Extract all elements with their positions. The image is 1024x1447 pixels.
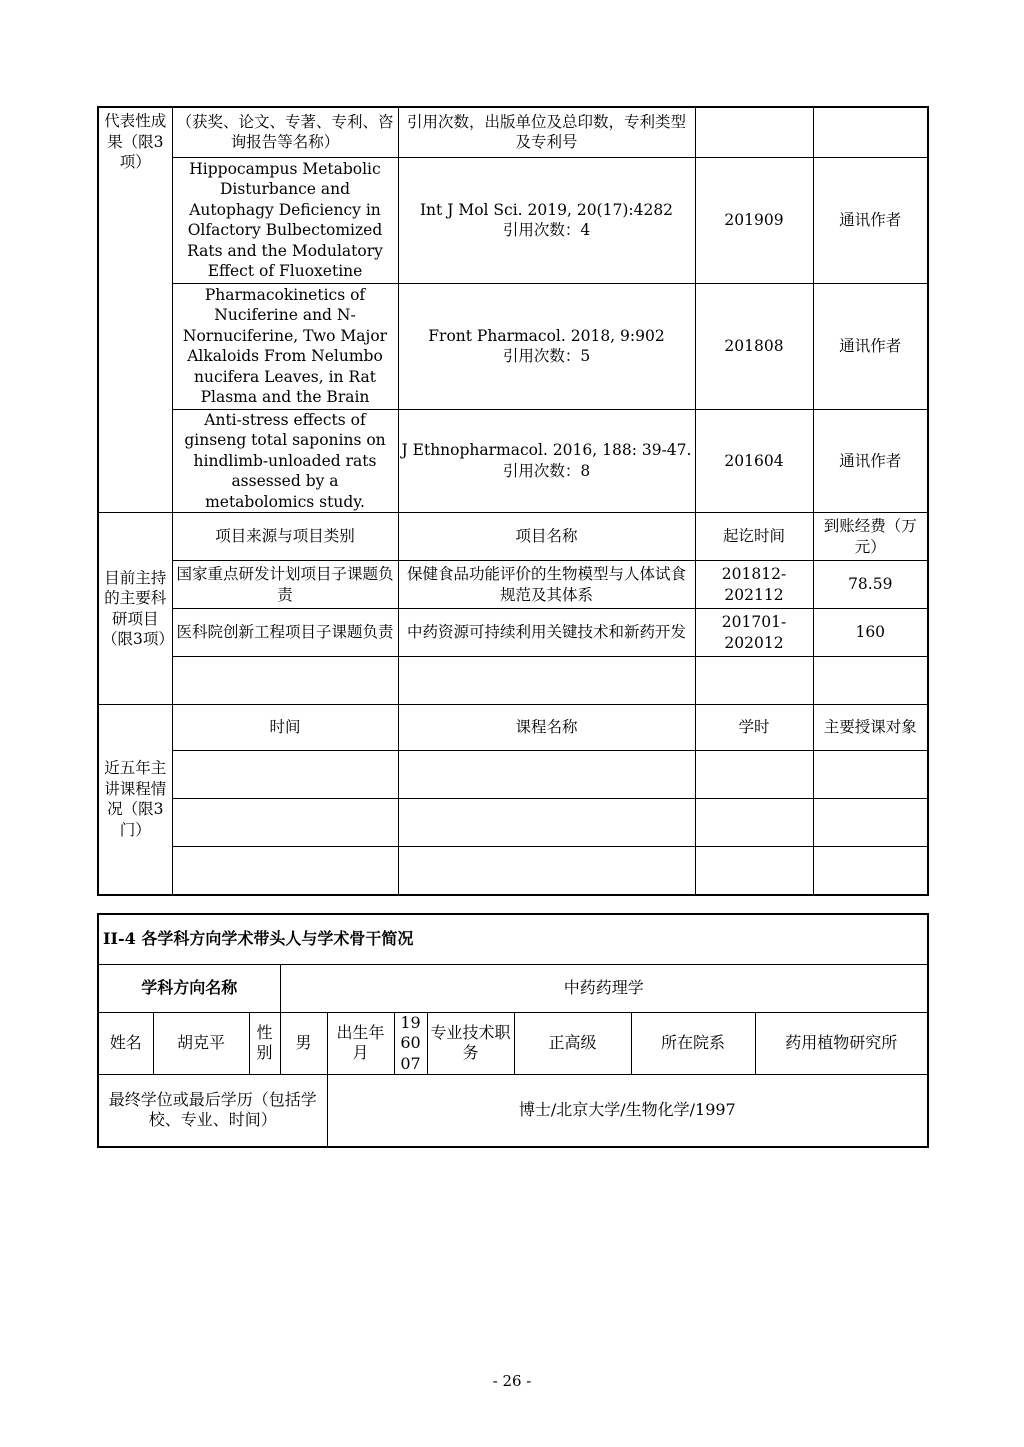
courses-label: 近五年主讲课程情况（限3门） bbox=[98, 705, 172, 895]
project-source: 医科院创新工程项目子课题负责 bbox=[172, 609, 398, 657]
projects-header-funding: 到账经费（万元） bbox=[813, 513, 928, 561]
projects-header-row bbox=[98, 513, 928, 561]
empty-cell bbox=[813, 751, 928, 799]
empty-cell bbox=[172, 847, 398, 895]
empty-cell bbox=[695, 847, 813, 895]
title-value: 正高级 bbox=[514, 1012, 631, 1075]
courses-header-name: 课程名称 bbox=[398, 705, 695, 751]
discipline-row bbox=[98, 964, 928, 1012]
achievements-header-name: （获奖、论文、专著、专利、咨询报告等名称） bbox=[172, 107, 398, 157]
project-name: 保健食品功能评价的生物模型与人体试食规范及其体系 bbox=[398, 561, 695, 609]
page-number: - 26 - bbox=[492, 1372, 532, 1390]
discipline-value: 中药药理学 bbox=[280, 964, 928, 1012]
title-label: 专业技术职 务 bbox=[427, 1012, 514, 1075]
achievements-projects-courses-table bbox=[97, 106, 929, 896]
achievements-header-date bbox=[695, 107, 813, 157]
project-name: 中药资源可持续利用关键技术和新药开发 bbox=[398, 609, 695, 657]
empty-cell bbox=[813, 847, 928, 895]
empty-cell bbox=[695, 799, 813, 847]
achievement-name: Pharmacokinetics of Nuciferine and N-Nornuciferine, Two Major Alkaloids From Nelumbo nucifera Leaves, in Rat Plasma and the Brain bbox=[172, 283, 398, 409]
degree-value: 博士/北京大学/生物化学/1997 bbox=[327, 1075, 928, 1147]
gender-label: 性别 bbox=[249, 1012, 280, 1075]
achievements-header-row bbox=[98, 107, 928, 157]
achievement-role: 通讯作者 bbox=[813, 157, 928, 283]
achievement-journal: Int J Mol Sci. 2019, 20(17):4282 bbox=[419, 200, 674, 219]
achievement-citations: 引用次数：8 bbox=[502, 461, 591, 480]
empty-cell bbox=[398, 657, 695, 705]
empty-cell bbox=[398, 799, 695, 847]
projects-header-source: 项目来源与项目类别 bbox=[172, 513, 398, 561]
course-row-empty bbox=[98, 799, 928, 847]
empty-cell bbox=[172, 799, 398, 847]
birth-value: 196007 bbox=[394, 1012, 427, 1075]
achievement-date: 201808 bbox=[695, 283, 813, 409]
birth-label: 出生年月 bbox=[327, 1012, 394, 1075]
achievement-name: Anti-stress effects of ginseng total saponins on hindlimb-unloaded rats assessed by a metabolomics study. bbox=[172, 409, 398, 513]
empty-cell bbox=[813, 657, 928, 705]
project-row bbox=[98, 561, 928, 609]
projects-header-name: 项目名称 bbox=[398, 513, 695, 561]
project-row bbox=[98, 609, 928, 657]
achievements-label: 代表性成果（限3项） bbox=[98, 107, 172, 513]
degree-label: 最终学位或最后学历（包括学校、专业、时间） bbox=[98, 1075, 327, 1147]
achievement-date: 201909 bbox=[695, 157, 813, 283]
courses-header-hours: 学时 bbox=[695, 705, 813, 751]
project-period: 201701-202012 bbox=[695, 609, 813, 657]
project-row-empty bbox=[98, 657, 928, 705]
courses-header-audience: 主要授课对象 bbox=[813, 705, 928, 751]
courses-header-row bbox=[98, 705, 928, 751]
projects-label: 目前主持的主要科研项目（限3项） bbox=[98, 513, 172, 705]
achievement-info bbox=[398, 283, 695, 409]
empty-cell bbox=[813, 799, 928, 847]
achievement-role: 通讯作者 bbox=[813, 283, 928, 409]
section-title: II-4 各学科方向学术带头人与学术骨干简况 bbox=[98, 914, 928, 964]
person-info-row bbox=[98, 1012, 928, 1075]
project-period: 201812-202112 bbox=[695, 561, 813, 609]
empty-cell bbox=[398, 847, 695, 895]
courses-header-time: 时间 bbox=[172, 705, 398, 751]
achievement-row bbox=[98, 283, 928, 409]
projects-header-period: 起讫时间 bbox=[695, 513, 813, 561]
discipline-label: 学科方向名称 bbox=[98, 964, 280, 1012]
empty-cell bbox=[695, 657, 813, 705]
project-funding: 160 bbox=[813, 609, 928, 657]
achievement-info bbox=[398, 157, 695, 283]
achievement-role: 通讯作者 bbox=[813, 409, 928, 513]
achievement-name: Hippocampus Metabolic Disturbance and Autophagy Deficiency in Olfactory Bulbectomized Rats and the Modulatory Effect of Fluoxetine bbox=[172, 157, 398, 283]
section-ii4-table bbox=[97, 913, 929, 1148]
dept-label: 所在院系 bbox=[631, 1012, 755, 1075]
achievements-header-info: 引用次数，出版单位及总印数，专利类型及专利号 bbox=[398, 107, 695, 157]
achievement-row bbox=[98, 409, 928, 513]
name-value: 胡克平 bbox=[153, 1012, 249, 1075]
empty-cell bbox=[172, 751, 398, 799]
achievements-header-role bbox=[813, 107, 928, 157]
dept-value: 药用植物研究所 bbox=[755, 1012, 928, 1075]
section-title-row bbox=[98, 914, 928, 964]
project-source: 国家重点研发计划项目子课题负责 bbox=[172, 561, 398, 609]
empty-cell bbox=[172, 657, 398, 705]
project-funding: 78.59 bbox=[813, 561, 928, 609]
course-row-empty bbox=[98, 751, 928, 799]
achievement-row bbox=[98, 157, 928, 283]
achievement-journal: Front Pharmacol. 2018, 9:902 bbox=[428, 326, 665, 345]
empty-cell bbox=[398, 751, 695, 799]
achievement-citations: 引用次数：4 bbox=[502, 221, 591, 239]
achievement-info bbox=[398, 409, 695, 513]
course-row-empty bbox=[98, 847, 928, 895]
gender-value: 男 bbox=[280, 1012, 327, 1075]
achievement-date: 201604 bbox=[695, 409, 813, 513]
name-label: 姓名 bbox=[98, 1012, 153, 1075]
degree-row bbox=[98, 1075, 928, 1147]
empty-cell bbox=[695, 751, 813, 799]
achievement-journal: J Ethnopharmacol. 2016, 188: 39-47. bbox=[401, 441, 692, 460]
achievement-citations: 引用次数：5 bbox=[502, 347, 591, 365]
